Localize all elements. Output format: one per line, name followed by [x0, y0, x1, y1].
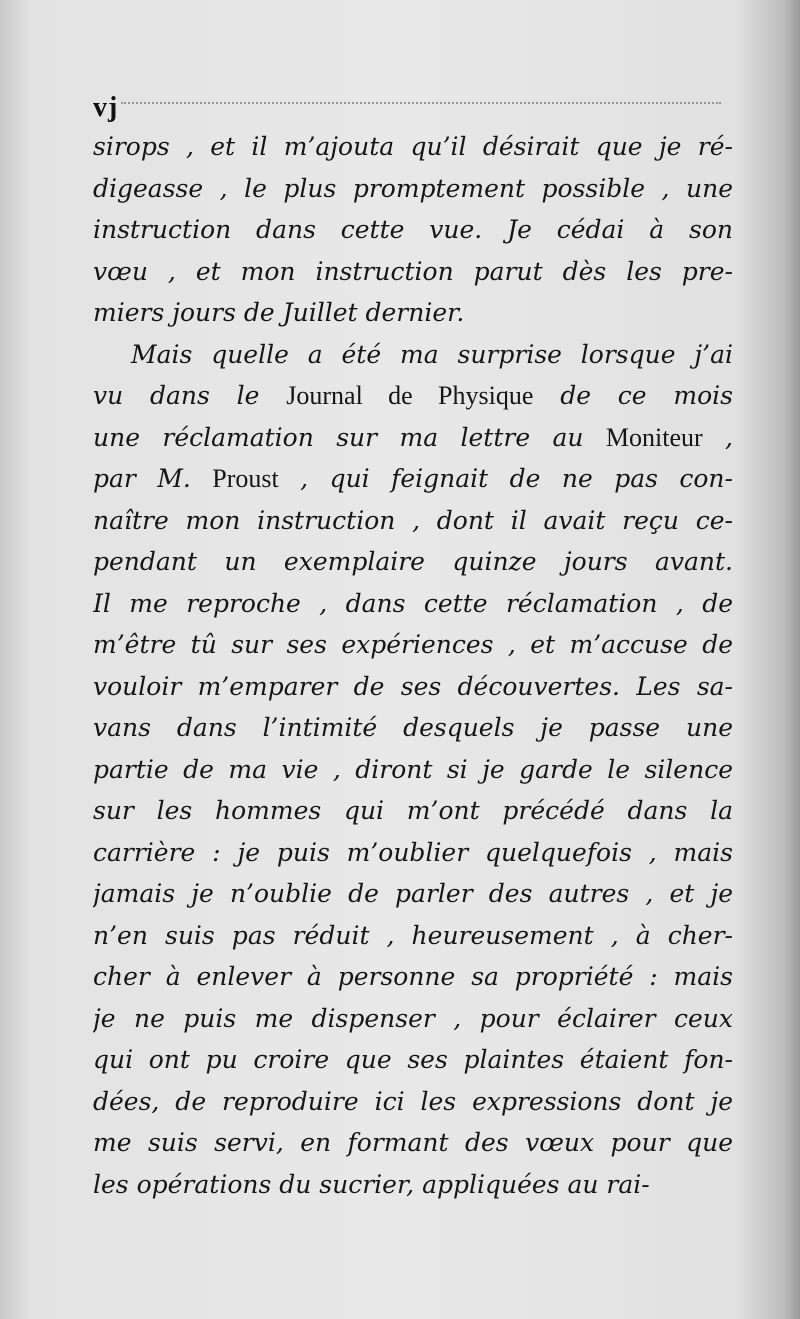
roman-term: Proust: [212, 464, 279, 493]
text-line: sirops , et il m’ajouta qu’il désirait que je ré-: [93, 132, 733, 161]
text-line: m’être tû sur ses expériences , et m’accuse de: [93, 630, 733, 659]
text-line: vu dans le Journal de Physique de ce mois: [93, 381, 733, 410]
text-line: Mais quelle a été ma surprise lorsque j’ai: [131, 339, 733, 369]
text-line: naître mon instruction , dont il avait reçu ce-: [93, 505, 733, 535]
body-text: [93, 126, 733, 1205]
text-line: dées, de reproduire ici les expressions dont je: [93, 1086, 733, 1116]
text-line: sur les hommes qui m’ont précédé dans la: [93, 796, 733, 825]
text-line: carrière : je puis m’oublier quelquefois , mais: [93, 837, 733, 867]
text-line: Il me reproche , dans cette réclamation , de: [93, 588, 733, 618]
text-line: vans dans l’intimité desquels je passe une: [93, 713, 733, 742]
roman-term: Journal de Physique: [286, 381, 534, 410]
text-line: qui ont pu croire que ses plaintes étaient fon-: [93, 1045, 733, 1074]
page-folio: vj: [93, 92, 119, 123]
roman-term: Moniteur: [605, 422, 703, 452]
text-line: une réclamation sur ma lettre au Moniteur ,: [93, 422, 733, 452]
text-line: instruction dans cette vue. Je cédai à son: [93, 215, 733, 244]
text-line: miers jours de Juillet dernier.: [93, 298, 465, 327]
text-line: vouloir m’emparer de ses découvertes. Les sa-: [93, 671, 733, 701]
text-line: jamais je n’oublie de parler des autres , et je: [93, 879, 733, 908]
text-line: partie de ma vie , diront si je garde le silence: [93, 754, 733, 784]
text-line: je ne puis me dispenser , pour éclairer ceux: [93, 1003, 733, 1033]
text-line: cher à enlever à personne sa propriété : mais: [93, 962, 733, 991]
text-line: me suis servi, en formant des vœux pour que: [93, 1128, 733, 1157]
text-line: digeasse , le plus promptement possible , une: [93, 173, 733, 203]
text-line: les opérations du sucrier, appliquées au rai-: [93, 1169, 650, 1199]
text-line: pendant un exemplaire quinze jours avant.: [93, 547, 733, 576]
text-line: vœu , et mon instruction parut dès les pre-: [93, 256, 733, 286]
text-line: n’en suis pas réduit , heureusement , à cher-: [93, 920, 733, 950]
text-line: par M. Proust , qui feignait de ne pas con-: [93, 464, 733, 493]
header-ornament-rule: [121, 102, 721, 114]
